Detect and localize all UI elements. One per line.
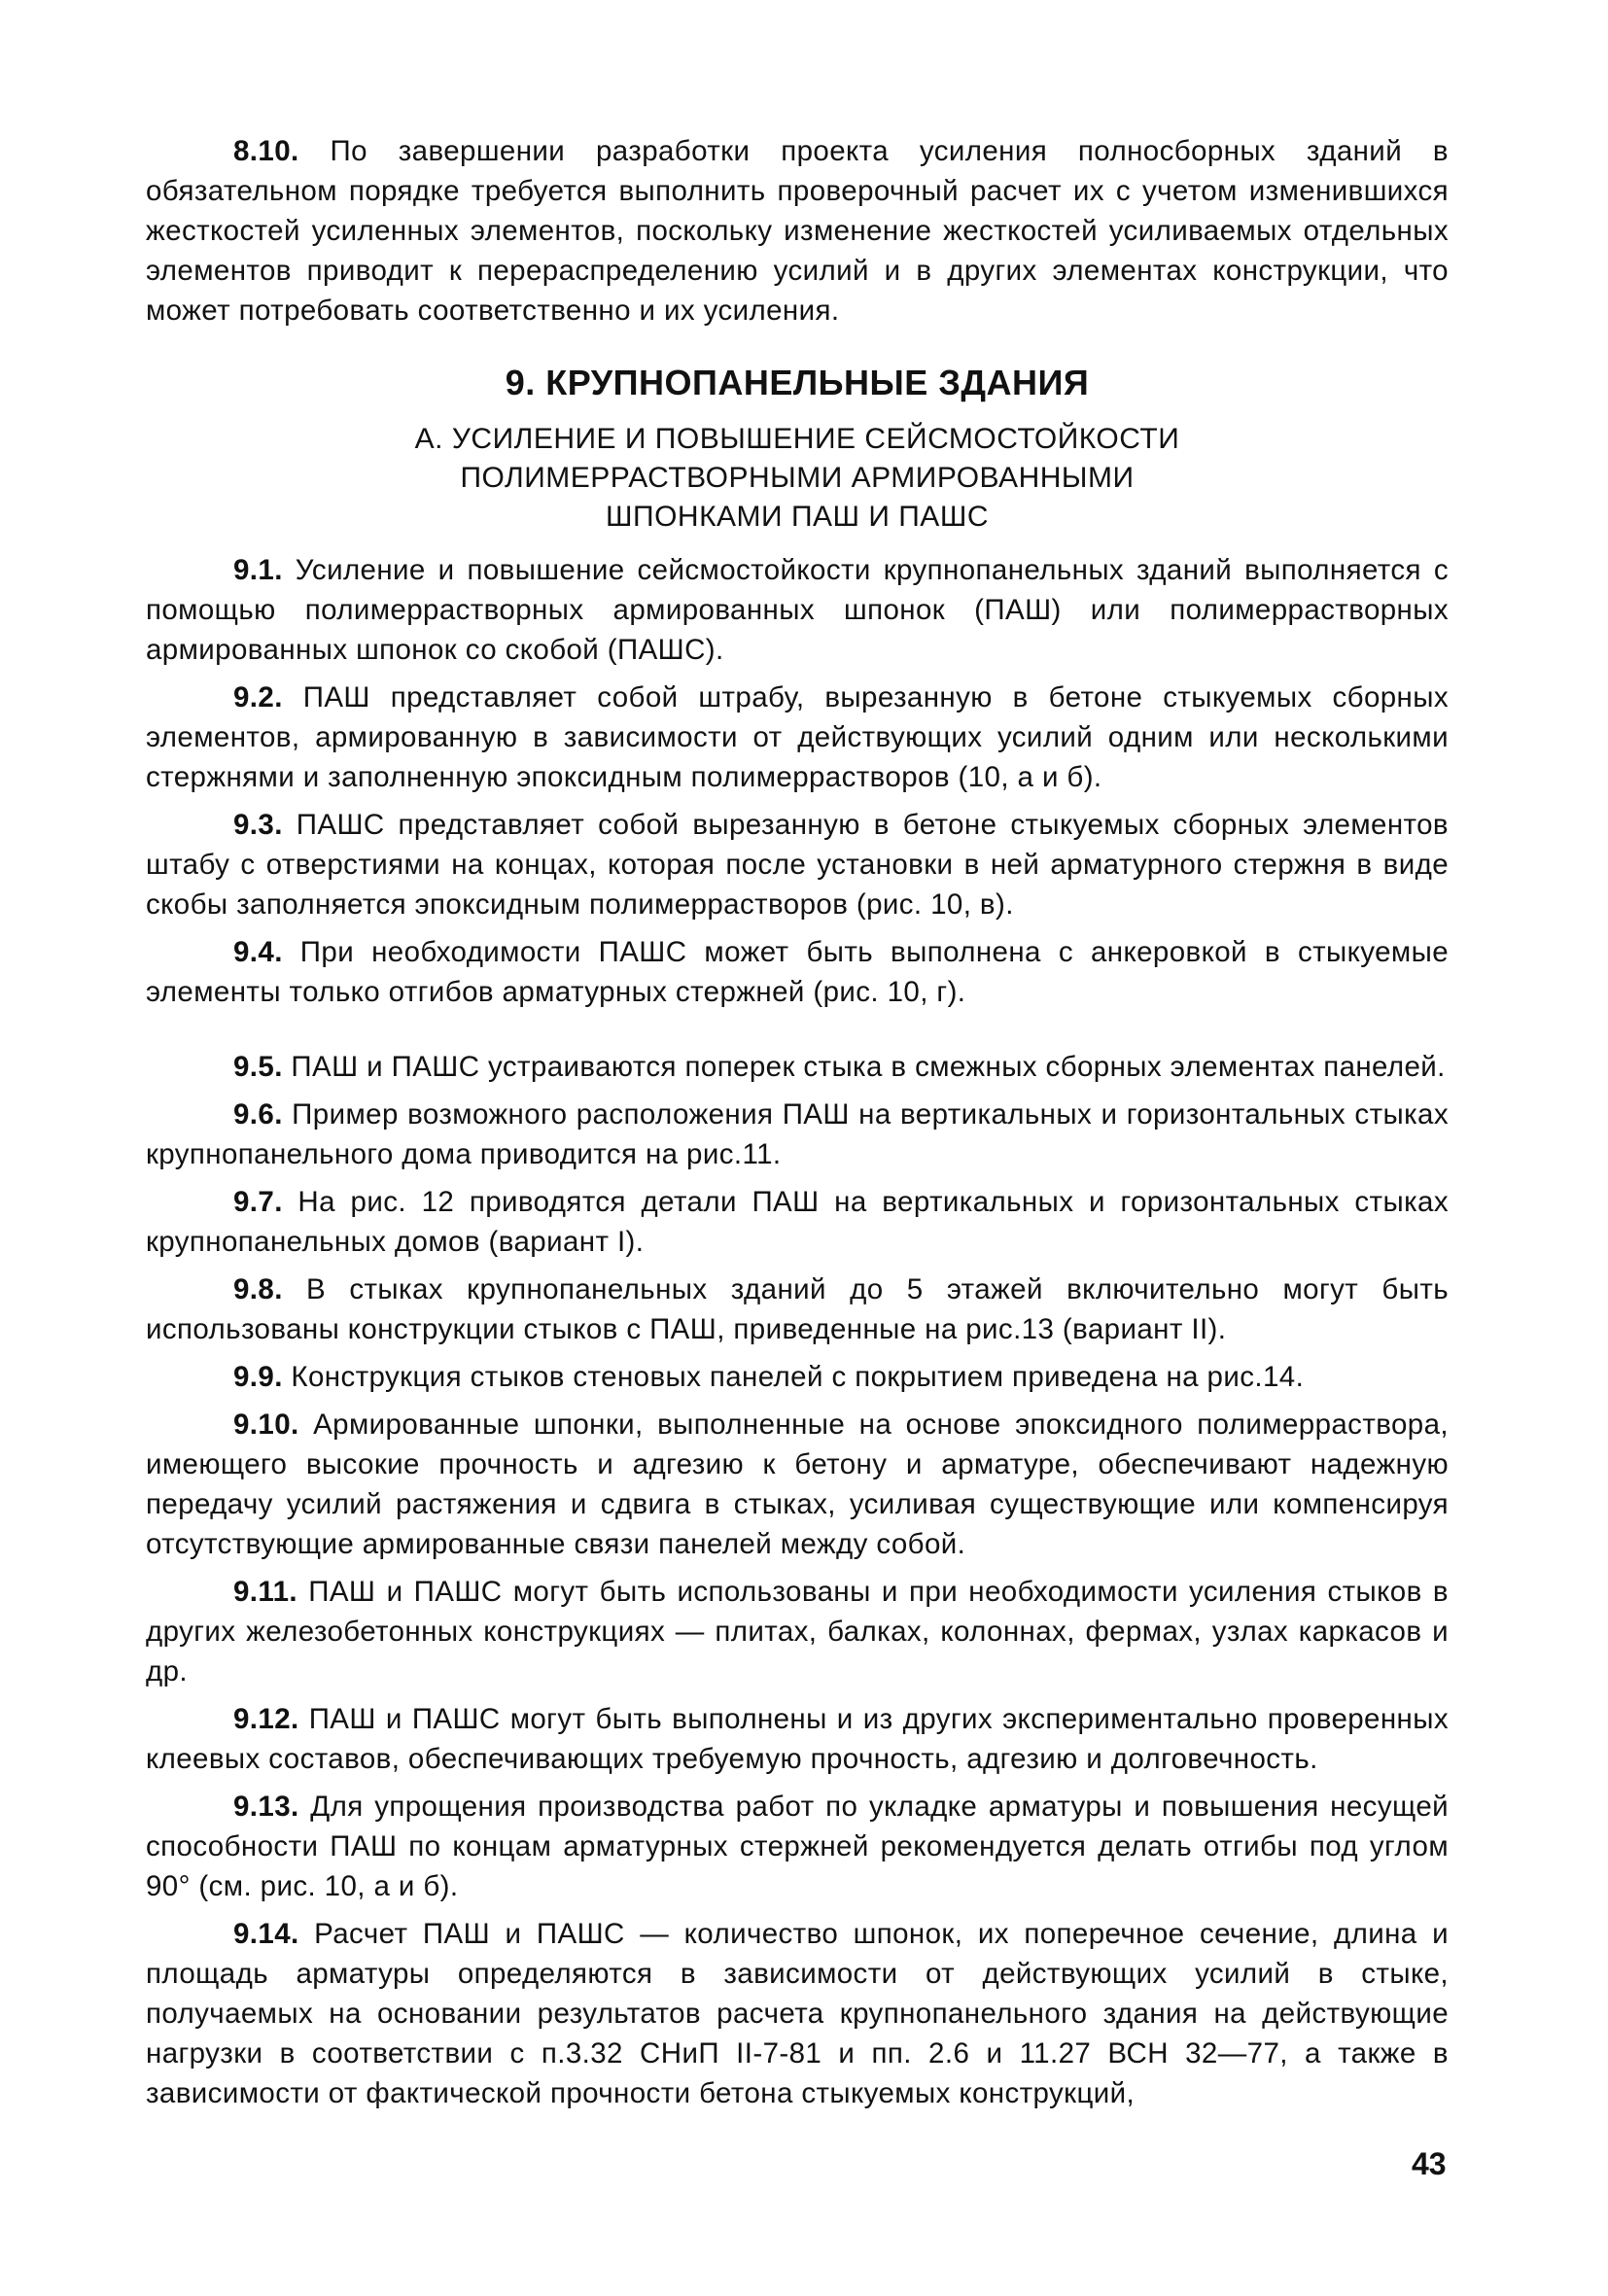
section-title-line: ШПОНКАМИ ПАШ И ПАШС <box>606 501 989 533</box>
page-number: 43 <box>1412 2146 1447 2181</box>
paragraph-text: Конструкция стыков стеновых панелей с покрытием приведена на рис.14. <box>282 1361 1305 1393</box>
paragraph-9-11 <box>146 1572 1449 1691</box>
paragraph-number: 9.14. <box>233 1918 299 1950</box>
document-page <box>146 131 1449 2121</box>
paragraph-9-10 <box>146 1405 1449 1564</box>
section-title-line: А. УСИЛЕНИЕ И ПОВЫШЕНИЕ СЕЙСМОСТОЙКОСТИ <box>414 423 1180 455</box>
paragraph-text: Армированные шпонки, выполненные на основе эпоксидного полимерраствора, имеющего высокие прочность и адгезию к бетону и арматуре, обеспечивают надежную передачу усилий растяжения и сдвига в стыках, усиливая существующие или компенсируя отсутствующие армированные связи панелей между собой. <box>146 1409 1449 1560</box>
paragraph-9-13 <box>146 1787 1449 1906</box>
paragraph-number: 9.3. <box>233 809 283 841</box>
paragraph-9-12 <box>146 1699 1449 1779</box>
paragraph-text: ПАШ и ПАШС могут быть использованы и при необходимости усиления стыков в других железобетонных конструкциях — плитах, балках, колоннах, фермах, узлах каркасов и др. <box>146 1576 1449 1687</box>
paragraph-9-3 <box>146 805 1449 924</box>
paragraph-9-2 <box>146 678 1449 797</box>
paragraph-number: 9.9. <box>233 1361 283 1393</box>
paragraph-number: 9.8. <box>233 1273 283 1305</box>
paragraph-text: Расчет ПАШ и ПАШС — количество шпонок, их поперечное сечение, длина и площадь арматуры определяются в зависимости от действующих усилий в стыке, получаемых на основании результатов расчета крупнопанельного здания на действующие нагрузки в соответствии с п.3.32 СНиП II-7-81 и пп. 2.6 и 11.27 ВСН 32—77, а также в зависимости от фактической прочности бетона стыкуемых конструкций, <box>146 1918 1449 2109</box>
paragraph-text: Пример возможного расположения ПАШ на вертикальных и горизонтальных стыках крупнопанельного дома приводится на рис.11. <box>146 1098 1449 1170</box>
paragraph-number: 9.4. <box>233 936 283 968</box>
paragraph-9-5 <box>146 1047 1449 1087</box>
paragraph-number: 9.1. <box>233 554 283 586</box>
paragraph-9-7 <box>146 1182 1449 1262</box>
paragraph-text: При необходимости ПАШС может быть выполнена с анкеровкой в стыкуемые элементы только отгибов арматурных стержней (рис. 10, г). <box>146 936 1449 1008</box>
paragraph-text: Усиление и повышение сейсмостойкости крупнопанельных зданий выполняется с помощью полимеррастворных армированных шпонок (ПАШ) или полимеррастворных армированных шпонок со скобой (ПАШС). <box>146 554 1449 666</box>
paragraph-9-6 <box>146 1095 1449 1174</box>
paragraph-9-1 <box>146 550 1449 670</box>
paragraph-number: 9.12. <box>233 1703 299 1735</box>
paragraph-9-8 <box>146 1270 1449 1349</box>
section-title <box>146 420 1449 537</box>
paragraph-text: По завершении разработки проекта усиления полносборных зданий в обязательном порядке требуется выполнить проверочный расчет их с учетом изменившихся жесткостей усиленных элементов, поскольку изменение жесткостей усиливаемых отдельных элементов приводит к перераспределению усилий и в других элементах конструкции, что может потребовать соответственно и их усиления. <box>146 135 1449 327</box>
section-title-line: ПОЛИМЕРРАСТВОРНЫМИ АРМИРОВАННЫМИ <box>460 462 1135 494</box>
paragraph-text: ПАШ и ПАШС устраиваются поперек стыка в смежных сборных элементах панелей. <box>282 1051 1446 1083</box>
paragraph-text: ПАШ представляет собой штрабу, вырезанную в бетоне стыкуемых сборных элементов, армированную в зависимости от действующих усилий одним или несколькими стержнями и заполненную эпоксидным полимеррастворов (10, а и б). <box>146 681 1449 793</box>
paragraph-list <box>146 550 1449 2113</box>
paragraph-number: 9.11. <box>233 1576 297 1608</box>
paragraph-number: 9.13. <box>233 1791 299 1823</box>
paragraph-number: 9.5. <box>233 1051 283 1083</box>
paragraph-text: ПАШ и ПАШС могут быть выполнены и из других экспериментально проверенных клеевых составов, обеспечивающих требуемую прочность, адгезию и долговечность. <box>146 1703 1449 1775</box>
paragraph-number: 9.10. <box>233 1409 299 1441</box>
paragraph-9-9 <box>146 1357 1449 1397</box>
paragraph-number: 9.2. <box>233 681 283 713</box>
paragraph-9-14 <box>146 1914 1449 2113</box>
paragraph-9-4 <box>146 932 1449 1012</box>
paragraph-8-10 <box>146 131 1449 330</box>
paragraph-text: На рис. 12 приводятся детали ПАШ на вертикальных и горизонтальных стыках крупнопанельных домов (вариант I). <box>146 1186 1449 1258</box>
paragraph-text: В стыках крупнопанельных зданий до 5 этажей включительно могут быть использованы конструкции стыков с ПАШ, приведенные на рис.13 (вариант II). <box>146 1273 1449 1345</box>
paragraph-number: 8.10. <box>233 135 299 167</box>
paragraph-text: Для упрощения производства работ по укладке арматуры и повышения несущей способности ПАШ по концам арматурных стержней рекомендуется делать отгибы под углом 90° (см. рис. 10, а и б). <box>146 1791 1449 1902</box>
paragraph-number: 9.7. <box>233 1186 283 1218</box>
paragraph-text: ПАШС представляет собой вырезанную в бетоне стыкуемых сборных элементов штабу с отверстиями на концах, которая после установки в ней арматурного стержня в виде скобы заполняется эпоксидным полимеррастворов (рис. 10, в). <box>146 809 1449 921</box>
chapter-title: 9. КРУПНОПАНЕЛЬНЫЕ ЗДАНИЯ <box>505 363 1090 402</box>
paragraph-number: 9.6. <box>233 1098 283 1131</box>
